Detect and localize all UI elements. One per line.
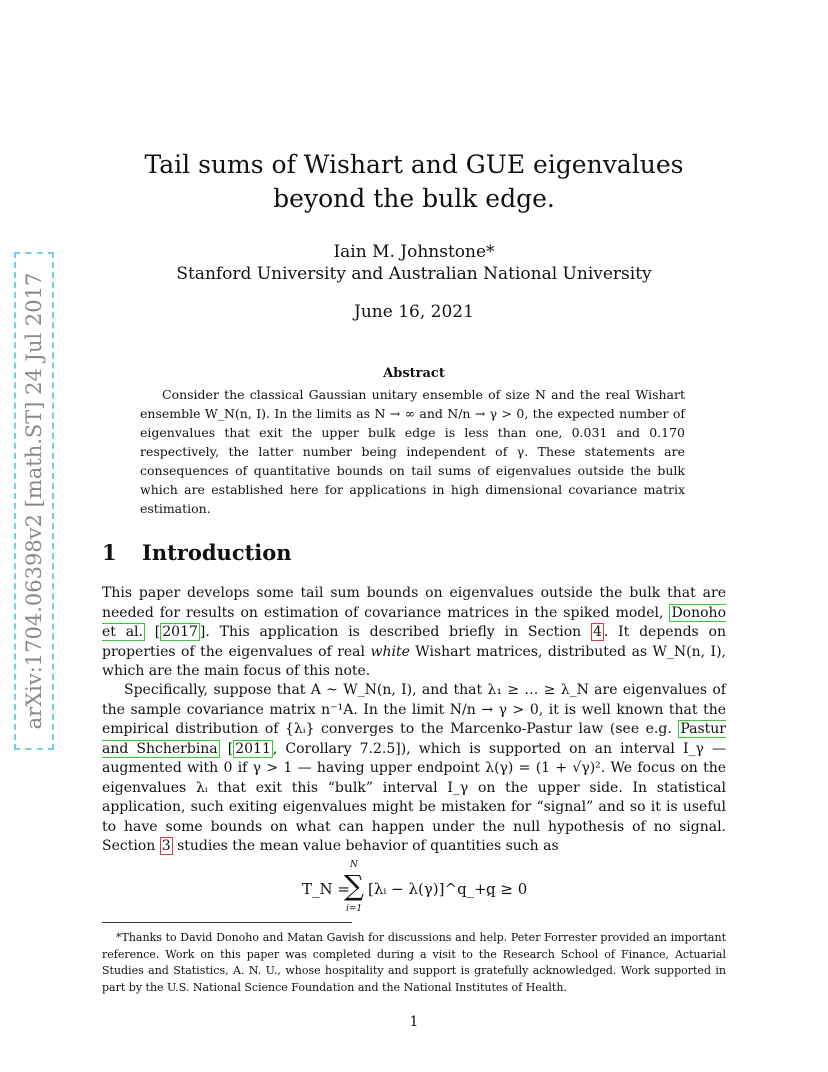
summation-sign-icon: ∑ — [344, 869, 364, 902]
citation-link-donoho[interactable]: Donoho et al. — [102, 604, 726, 640]
citation-year-link-donoho[interactable]: 2017 — [162, 624, 198, 640]
arxiv-identifier-text: arXiv:1704.06398v2 [math.ST] 24 Jul 2017 — [22, 272, 46, 730]
section-heading — [102, 540, 292, 565]
abstract-heading: Abstract — [383, 366, 445, 381]
equation-body: [λᵢ − λ(γ)]^q_+, — [368, 880, 492, 898]
equation-condition: q ≥ 0 — [486, 880, 528, 898]
citation-link-pastur[interactable]: Pastur and Shcherbina — [102, 721, 726, 757]
footnote-divider — [102, 922, 352, 923]
arxiv-identifier-stamp[interactable] — [14, 252, 54, 750]
paper-title: Tail sums of Wishart and GUE eigenvalues beyond the bulk edge. — [144, 150, 684, 213]
author-name: Iain M. Johnstone* — [333, 242, 495, 262]
p1-text-f: Wishart matrices, distributed as W_N(n, I), which are the main focus of this note. — [102, 643, 727, 679]
p1-text-a: This paper develops some tail sum bounds on eigenvalues outside the bulk that are needed for results on estimation of covariance matrices in the spiked model, — [102, 585, 726, 621]
p1-text-c: ]. This application is described briefly in Section — [199, 624, 591, 640]
p2-text-a: Specifically, suppose that A ~ W_N(n, I), and that λ₁ ≥ … ≥ λ_N are eigenvalues of the sample covariance matrix n⁻¹A. In the limit N/n → γ > 0, it is well known that the empirical distribution of {λᵢ} converges to the Marcenko-Pastur law (see e.g. — [102, 682, 726, 737]
section-ref-link-4[interactable]: 4 — [592, 624, 602, 640]
sum-upper-limit: N — [350, 860, 358, 870]
p2-text-b: [ — [219, 740, 234, 757]
p2-text-c: , Corollary 7.2.5]), which is supported on an interval I_γ — augmented with 0 if γ > 1 — having upper endpoint λ(γ) = (1 + √γ)². We focus on the eigenvalues λᵢ that exit this “bulk” interval I_γ on the upper side. In statistical application, such exiting eigenvalues might be mistaken for “signal” and so it is useful to have some bounds on what can happen under the null hypothesis of no signal. Section — [102, 740, 726, 854]
p2-text-d: studies the mean value behavior of quantities such as — [172, 838, 559, 854]
section-ref-link-3[interactable]: 3 — [161, 838, 171, 854]
paragraph-1 — [102, 584, 726, 682]
paragraph-2 — [102, 681, 726, 857]
p1-text-b: [ — [145, 624, 161, 640]
sum-lower-limit: i=1 — [346, 904, 363, 914]
citation-year-link-pastur[interactable]: 2011 — [235, 740, 271, 757]
section-title: Introduction — [142, 540, 292, 565]
paper-date: June 16, 2021 — [354, 302, 474, 322]
author-affiliation: Stanford University and Australian National University — [176, 264, 652, 284]
abstract-text: Consider the classical Gaussian unitary ensemble of size N and the real Wishart ensemble W_N(n, I). In the limits as N → ∞ and N/n → γ > 0, the expected number of eigenvalues that exit the upper bulk edge is less than one, 0.031 and 0.170 respectively, the latter number being independent of γ. These statements are consequences of quantitative bounds on tail sums of eigenvalues outside the bulk which are established here for applications in high dimensional covariance matrix estimation. — [140, 387, 685, 516]
footnote-text: *Thanks to David Donoho and Matan Gavish for discussions and help. Peter Forrester provided an important reference. Work on this paper was completed during a visit to the Research School of Finance, Actuarial Studies and Statistics, A. N. U., whose hospitality and support is gratefully acknowledged. Work supported in part by the U.S. National Science Foundation and the National Institutes of Health. — [102, 931, 726, 994]
display-equation — [290, 860, 550, 916]
p1-text-d: . It depends on properties of the eigenvalues of real — [102, 624, 726, 660]
equation-lhs: T_N = — [302, 880, 350, 898]
page-number: 1 — [409, 1014, 419, 1030]
section-number: 1 — [102, 540, 117, 565]
p1-emphasis-white: white — [370, 643, 410, 660]
